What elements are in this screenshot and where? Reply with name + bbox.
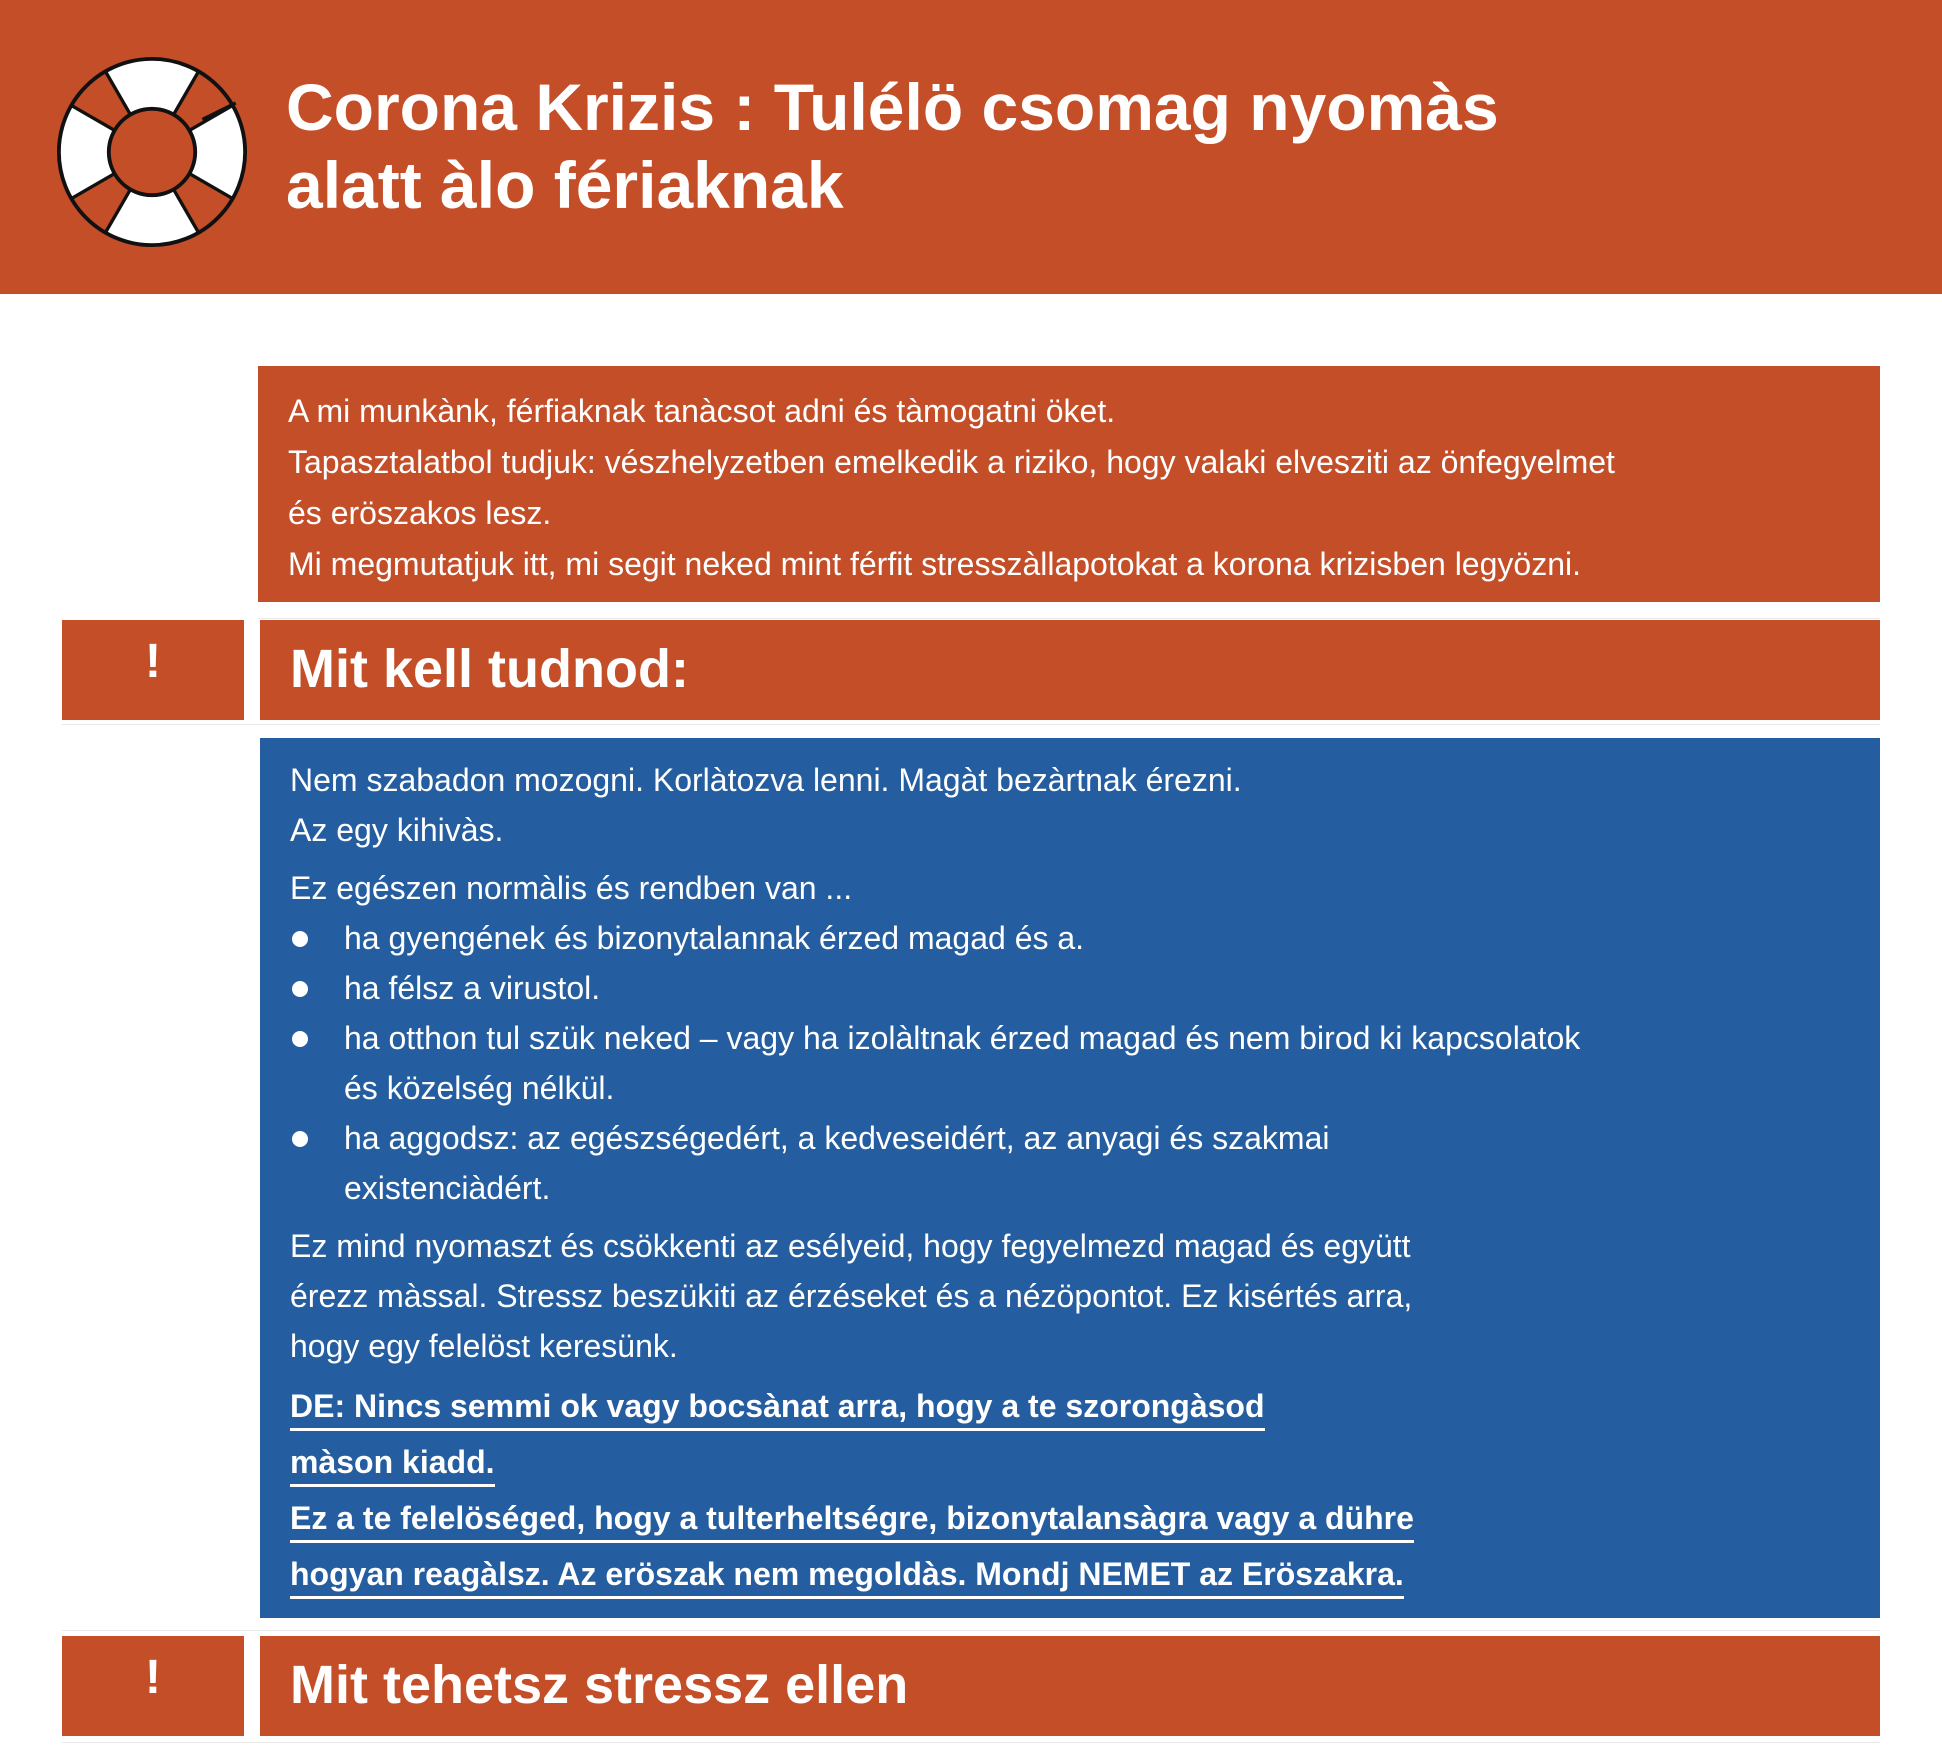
warning-line: Ez a te felelöséged, hogy a tulterheltségre, bizonytalansàgra vagy a dühre (290, 1496, 1414, 1543)
list-item-text: ha gyengének és bizonytalannak érzed magad és a. (344, 920, 1085, 956)
divider (62, 1630, 1880, 1631)
divider (62, 1742, 1880, 1743)
bullet-icon (292, 1131, 308, 1147)
list-item-text: ha otthon tul szük neked – vagy ha izolàltnak érzed magad és nem birod ki kapcsolatok és közelség nélkül. (344, 1020, 1581, 1106)
warning-line: hogyan reagàlsz. Az eröszak nem megoldàs. Mondj NEMET az Eröszakra. (290, 1552, 1404, 1599)
paragraph-normal: Ez egészen normàlis és rendben van ... (290, 870, 853, 906)
intro-line-1: A mi munkànk, férfiaknak tanàcsot adni és tàmogatni öket. (288, 393, 1116, 429)
paragraph-line: Nem szabadon mozogni. Korlàtozva lenni. Magàt bezàrtnak érezni. (290, 762, 1242, 798)
divider (258, 618, 1880, 619)
section-marker-2: ! (62, 1636, 244, 1736)
header-banner (0, 0, 1942, 294)
divider (62, 724, 1880, 725)
list-item (290, 963, 1604, 1013)
warning-line: màson kiadd. (290, 1440, 495, 1487)
section-heading-1: Mit kell tudnod: (260, 620, 1880, 720)
list-item-text: ha aggodsz: az egészségedért, a kedveseidért, az anyagi és szakmai existenciàdért. (344, 1120, 1330, 1206)
paragraph-line: Ez mind nyomaszt és csökkenti az esélyeid, hogy fegyelmezd magad és együtt (290, 1228, 1411, 1264)
lifebuoy-icon (56, 56, 248, 248)
list-item (290, 1113, 1494, 1213)
intro-line-4: Mi megmutatjuk itt, mi segit neked mint férfit stresszàllapotokat a korona krizisben legyözni. (288, 546, 1581, 582)
section-heading-2: Mit tehetsz stressz ellen (260, 1636, 1880, 1736)
title-line-1: Corona Krizis : Tulélö csomag nyomàs (286, 70, 1499, 144)
intro-line-2: Tapasztalatbol tudjuk: vészhelyzetben emelkedik a riziko, hogy valaki elvesziti az önfegyelmet (288, 444, 1615, 480)
page-title (286, 68, 1886, 224)
title-line-2: alatt àlo fériaknak (286, 148, 844, 222)
intro-line-3: és eröszakos lesz. (288, 495, 552, 531)
list-item-text: ha félsz a virustol. (344, 970, 601, 1006)
list-item (290, 913, 1604, 963)
warning-block (290, 1381, 1850, 1605)
bullet-icon (292, 1031, 308, 1047)
paragraph-line: érezz màssal. Stressz beszükiti az érzéseket és a nézöpontot. Ez kisértés arra, (290, 1278, 1413, 1314)
list-item (290, 1013, 1604, 1113)
section-marker-1: ! (62, 620, 244, 720)
bullet-icon (292, 931, 308, 947)
bullet-icon (292, 981, 308, 997)
intro-box (258, 366, 1880, 602)
paragraph-line: Az egy kihivàs. (290, 812, 504, 848)
info-box (260, 738, 1880, 1618)
paragraph-line: hogy egy felelöst keresünk. (290, 1328, 678, 1364)
warning-line: DE: Nincs semmi ok vagy bocsànat arra, hogy a te szorongàsod (290, 1384, 1265, 1431)
